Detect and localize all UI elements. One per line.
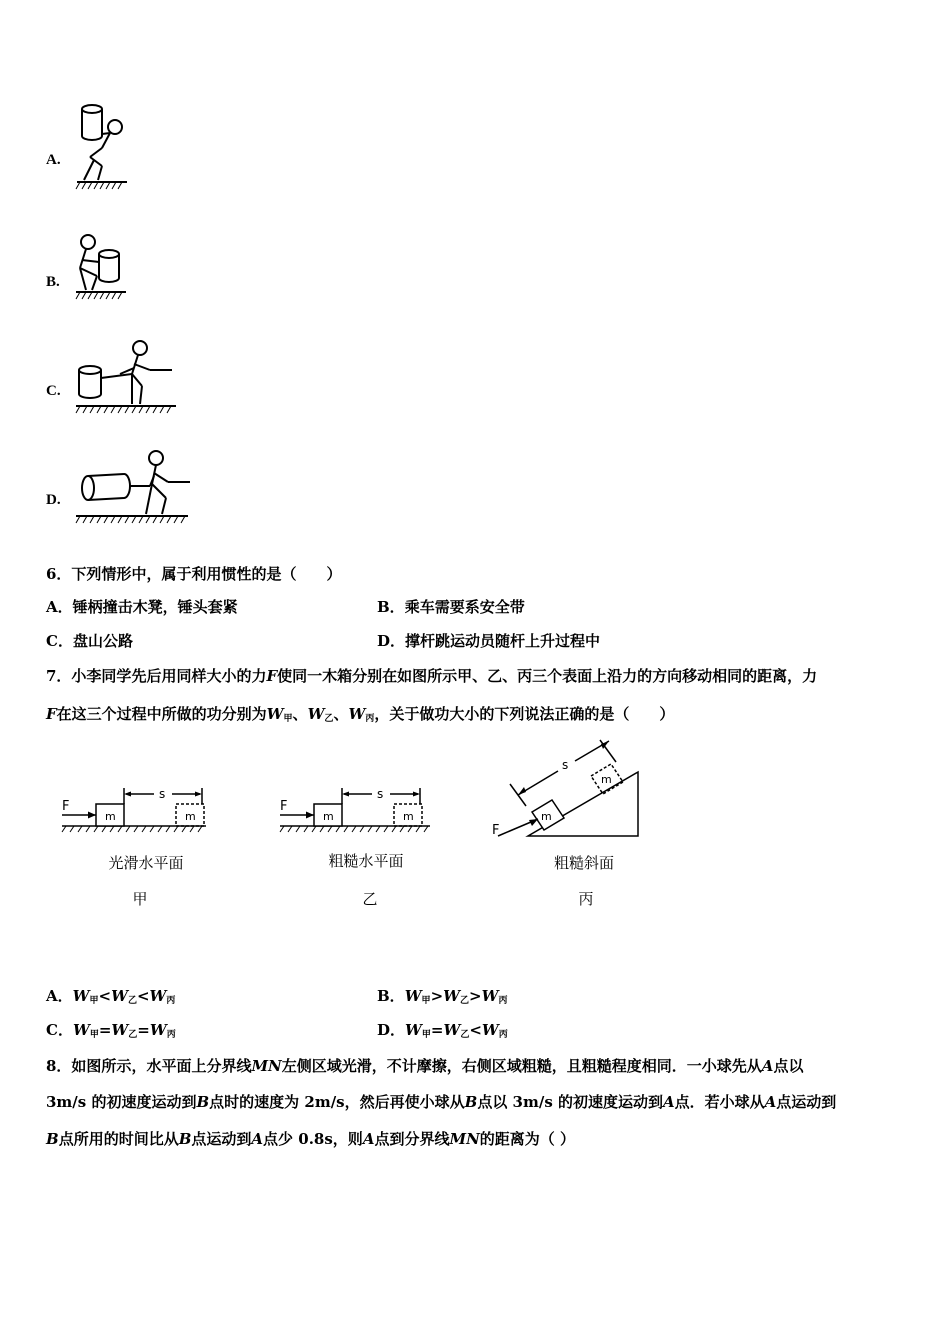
q8-stem-line3: B点所用的时间比从B点运动到A点少 0.8s，则A点到分界线MN的距离为（ ） (46, 1130, 576, 1148)
fig-jia-mass-label: m (105, 810, 116, 823)
option-a-label: A. (46, 152, 61, 168)
fig-bing-force-label: F (492, 823, 500, 838)
fig-jia-dist-label: s (159, 787, 166, 801)
fig-bing-dist-label: s (562, 758, 569, 772)
figure-name-jia: 甲 (132, 890, 148, 908)
caption-smooth-horizontal: 光滑水平面 (108, 854, 184, 872)
q6-option-b: B．乘车需要系安全带 (377, 598, 525, 616)
q6-option-a: A．锤柄撞击木凳，锤头套紧 (46, 598, 238, 616)
q8-stem-line2: 3m/s 的初速度运动到B点时的速度为 2m/s，然后再使小球从B点以 3m/s 的初速度运动到A点．若小球从A点运动到 (46, 1093, 837, 1111)
fig-bing-mass-label-end: m (601, 773, 612, 786)
q7-stem-line2: F在这三个过程中所做的功分别为$W_甲$、$W_乙$、$W_丙$，关于做功大小的下列说法正确的是（ ） (46, 705, 675, 724)
q7-option-d: D．$W_甲=W_乙<W_丙$ (377, 1021, 508, 1040)
caption-rough-horizontal: 粗糙水平面 (328, 852, 404, 870)
figure-hold-barrel-squat (72, 232, 142, 314)
fig-jia-force-label: F (62, 799, 70, 814)
figure-rough-horizontal (274, 782, 434, 838)
figure-push-barrel (72, 338, 184, 420)
q6-option-c: C．盘山公路 (46, 632, 133, 650)
figure-smooth-horizontal (56, 782, 216, 838)
option-c-label: C. (46, 383, 61, 399)
fig-bing-mass-label: m (541, 810, 552, 823)
figure-lift-barrel-overhead (72, 100, 142, 195)
fig-yi-mass-label: m (323, 810, 334, 823)
q6-option-d: D．撑杆跳运动员随杆上升过程中 (377, 632, 601, 650)
fig-yi-mass-label-end: m (403, 810, 414, 823)
q7-option-b: B．$W_甲>W_乙>W_丙$ (377, 987, 508, 1006)
option-d-label: D. (46, 492, 61, 508)
figure-pull-barrel (72, 446, 194, 528)
q7-option-c: C．$W_甲=W_乙=W_丙$ (46, 1021, 176, 1040)
q8-stem-line1: 8．如图所示，水平面上分界线MN左侧区域光滑，不计摩擦，右侧区域粗糙，且粗糙程度相同．一小球先从A点以 (46, 1057, 804, 1075)
q7-stem-line1: 7．小李同学先后用同样大小的力F使同一木箱分别在如图所示甲、乙、丙三个表面上沿力的方向移动相同的距离，力 (46, 667, 818, 685)
figure-rough-incline (488, 736, 648, 842)
fig-yi-force-label: F (280, 799, 288, 814)
q6-stem: 6．下列情形中，属于利用惯性的是（ ） (46, 565, 342, 583)
figure-name-bing: 丙 (578, 890, 594, 908)
q7-option-a: A．$W_甲<W_乙<W_丙$ (46, 987, 176, 1006)
caption-rough-incline: 粗糙斜面 (553, 854, 614, 872)
figure-name-yi: 乙 (362, 890, 378, 908)
fig-jia-mass-label-end: m (185, 810, 196, 823)
fig-yi-dist-label: s (377, 787, 384, 801)
option-b-label: B. (46, 274, 60, 290)
